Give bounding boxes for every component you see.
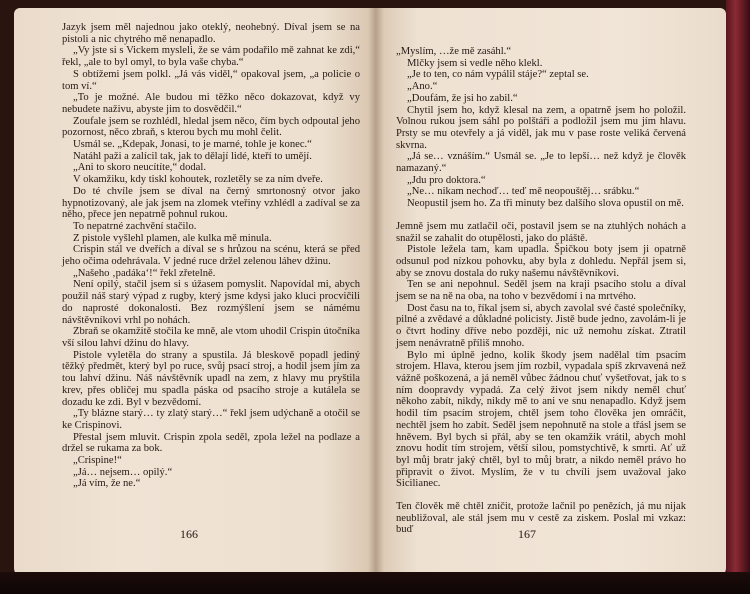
paragraph: „Jdu pro doktora.“ xyxy=(407,174,486,186)
paragraph: Z pistole vyšlehl plamen, ale kulka mě minula. xyxy=(73,232,272,244)
paragraph: S obtížemi jsem polkl. „Já vás viděl,“ opakoval jsem, „a policie o tom ví.“ xyxy=(62,68,360,92)
paragraph: „Crispine!“ xyxy=(73,455,122,467)
paragraph: Crispin stál ve dveřích a díval se s hrůzou na scénu, která se před jeho očima odehrávala. V jedné ruce držel zelenou láhev džinu. xyxy=(62,244,360,268)
paragraph: „Já… nejsem… opilý.“ xyxy=(73,466,173,478)
paragraph: Do té chvíle jsem se díval na černý smrtonosný otvor jako hypnotizovaný, ale jak jsem na zlomek vteřiny vzhlédl a zadíval se za něho, přece jen nepatrně pohnul rukou. xyxy=(62,185,360,221)
book-cover-edge xyxy=(726,0,750,594)
paragraph: „Já vím, že ne.“ xyxy=(73,478,141,490)
paragraph: Ten člověk mě chtěl zničit, protože lačnil po penězích, já mu nijak neubližoval, ale stál jsem mu v cestě za ziskem. Poslal mi vzkaz: buď xyxy=(396,501,686,536)
paragraph: Zbraň se okamžitě stočila ke mně, ale vtom uhodil Crispin útočníka vší silou lahví džinu do hlavy. xyxy=(62,326,360,349)
paragraph: Mlčky jsem si vedle něho klekl. xyxy=(407,57,543,69)
paragraph: V okamžiku, kdy tiskl kohoutek, rozletěly se za ním dveře. xyxy=(73,174,323,186)
paragraph: Pistole vyletěla do strany a spustila. Já bleskově popadl jediný těžký předmět, který byl po ruce, svůj psací stroj, a hodil jsem jím za tou lahví džinu. Náš návštěvník upadl na zem, z hlavy mu pryštila krev, přes obličej mu spadla páska od psacího stroje a kutálela se dozadu ke zdi. Byl v bezvědomí. xyxy=(62,349,360,408)
left-page-text xyxy=(62,22,360,490)
paragraph: Zoufale jsem se rozhlédl, hledal jsem něco, čím bych odpoutal jeho pozornost, něco zbraň, s kterou bych mu mohl čelit. xyxy=(62,115,360,139)
paragraph: Dost času na to, říkal jsem si, abych zavolal své časté společníky, pilné a zvědavé a důkladné policisty. Jistě bude jedno, zavolám-li je o čtvrt hodiny dříve nebo později, nic už nemohu získat. Ztratil jsem nenávratně příliš mnoho. xyxy=(396,302,686,349)
paragraph: Bylo mi úplně jedno, kolik škody jsem nadělal tím psacím strojem. Hlava, kterou jsem jím rozbil, vypadala spíš zkrvavená než vážně poškozená, a já neměl vůbec žádnou chuť vyšetřovat, jak to s ním doopravdy vypadá. Za celý život jsem nikdy neměl chuť někoho zabít, nikdy, nikdy mě to ani ve snu nenapadlo. Když jsem hodil tím psacím strojem, chtěl jsem toho člověka jen omráčit, nechtěl jsem ho zabít. Seděl jsem nepohnutě na stole a třásl jsem se hněvem. Byl bych si přál, aby se ten okamžik vrátil, abych mohl znovu hodit tím strojem, větší silou, pomstychtivě, k smrti. Ať už byl můj bratr jaký chtěl, byl to můj bratr, a nikdo neměl právo ho připravit o život. Myslím, že v tu chvíli jsem uvažoval jako Sicilianec. xyxy=(396,349,686,490)
paragraph: „To je možné. Ale budou mi těžko něco dokazovat, když vy nebudete naživu, abyste jim to dosvědčil.“ xyxy=(62,92,360,115)
paragraph: „Ty blázne starý… ty zlatý starý…“ řekl jsem udýchaně a otočil se ke Crispinovi. xyxy=(62,408,360,431)
paragraph: Jazyk jsem měl najednou jako oteklý, neohebný. Díval jsem se na pistoli a nic chytrého mě nenapadlo. xyxy=(62,22,360,45)
paragraph: „Já se… vznáším.“ Usmál se. „Je to lepší… než když je člověk namazaný.“ xyxy=(396,151,686,175)
paragraph: Chytil jsem ho, když klesal na zem, a opatrně jsem ho položil. Volnou rukou jsem sáhl po polštáři a podložil jsem mu jím hlavu. Prsty se mu otevřely a já viděl, jak mu v pase roste veliká červená skvrna. xyxy=(396,104,686,151)
paragraph: „Vy jste si s Vickem mysleli, že se vám podařilo mě zahnat ke zdi,“ řekl, „ale to byl omyl, to byla vaše chyba.“ xyxy=(62,45,360,69)
paragraph: Přestal jsem mluvit. Crispin zpola seděl, zpola ležel na podlaze a držel se rukama za bok. xyxy=(62,431,360,455)
paragraph: Ten se ani nepohnul. Seděl jsem na kraji psacího stolu a díval jsem se na ně na oba, na toho v bezvědomí i na mrtvého. xyxy=(396,279,686,303)
left-page xyxy=(14,8,376,578)
paragraph: Pistole ležela tam, kam upadla. Špičkou boty jsem ji opatrně odsunul pod nízkou pohovku, aby byla z dohledu. Nepřál jsem si, aby se znovu dostala do ruky našemu návštěvníkovi. xyxy=(396,244,686,279)
bottom-shadow xyxy=(0,572,750,594)
paragraph: Není opilý, stačil jsem si s úžasem pomyslit. Napovídal mi, abych použil náš starý výpad z rugby, který jsme kdysi jako kluci procvičili do naprosté dokonalosti. Bez rozmýšlení jsem se námému návštěvníkovi vrhl po nohách. xyxy=(62,279,360,326)
paragraph: Natáhl paži a zalícil tak, jak to dělají lidé, kteří to umějí. xyxy=(73,150,312,162)
paragraph: „Myslím, …že mě zasáhl.“ xyxy=(396,46,512,57)
page-number: 167 xyxy=(518,527,536,541)
right-page-text xyxy=(396,46,686,536)
paragraph: Usmál se. „Kdepak, Jonasi, to je marné, tohle je konec.“ xyxy=(73,139,312,151)
right-page xyxy=(376,8,726,578)
paragraph: „Doufám, že jsi ho zabil.“ xyxy=(407,92,518,104)
paragraph: „Ani to skoro neucítíte,“ dodal. xyxy=(73,162,206,174)
paragraph: „Je to ten, co nám vypálil stáje?“ zeptal se. xyxy=(407,69,589,81)
paragraph: „Našeho ‚padáka‘!“ řekl zřetelně. xyxy=(73,267,216,279)
paragraph: Neopustil jsem ho. Za tři minuty bez dalšího slova opustil on mě. xyxy=(407,198,684,210)
page-number: 166 xyxy=(180,527,198,541)
paragraph: „Ano.“ xyxy=(407,81,438,93)
paragraph: „Ne… nikam nechoď… teď mě neopouštěj… srábku.“ xyxy=(407,186,640,198)
paragraph: To nepatrné zachvění stačilo. xyxy=(73,220,197,232)
book-gutter xyxy=(368,8,384,578)
paragraph: Jemně jsem mu zatlačil oči, postavil jsem se na ztuhlých nohách a snažil se zahalit do otupělosti, jako do pláště. xyxy=(396,220,686,244)
